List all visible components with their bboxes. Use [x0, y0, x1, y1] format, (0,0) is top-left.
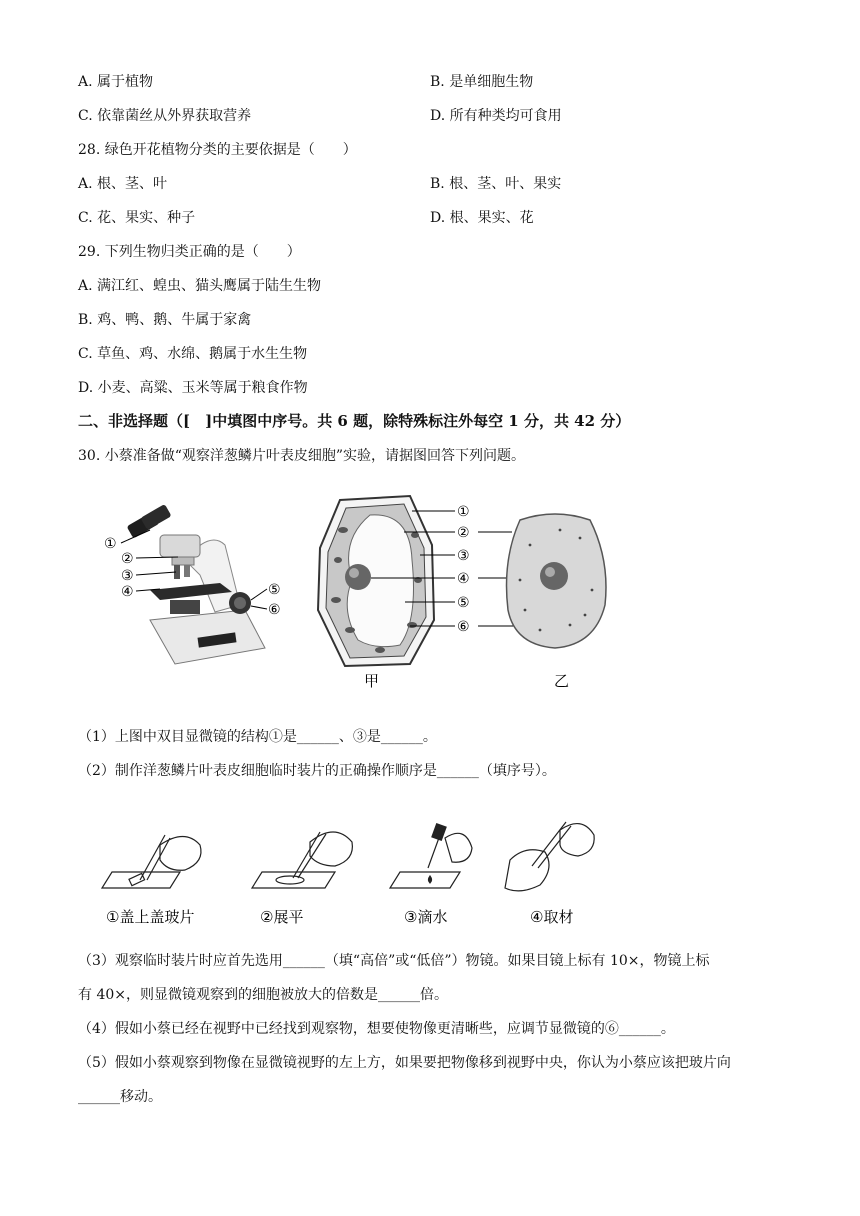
q28-option-a: A. 根、茎、叶 [78, 176, 168, 192]
step-1-label: ①盖上盖玻片 [106, 908, 195, 926]
figure-label-yi: 乙 [554, 672, 570, 690]
q29-option-c: C. 草鱼、鸡、水绵、鹅属于水生生物 [78, 346, 308, 362]
q28-stem: 28. 绿色开花植物分类的主要依据是（ ） [78, 142, 357, 158]
q29-option-a: A. 满江红、蝗虫、猫头鹰属于陆生生物 [78, 278, 322, 294]
cell-label-3: ③ [457, 548, 470, 564]
cell-label-1: ① [457, 504, 470, 520]
q28-option-b: B. 根、茎、叶、果实 [430, 176, 562, 192]
q27-option-b: B. 是单细胞生物 [430, 74, 534, 90]
q27-option-d: D. 所有种类均可食用 [430, 108, 562, 124]
step-2-label: ②展平 [260, 908, 304, 926]
figure-microscope-cells [95, 488, 615, 693]
plant-cell-jia [318, 496, 470, 690]
microscope-label-6: ⑥ [268, 602, 281, 618]
figure-label-jia: 甲 [364, 672, 380, 690]
microscope-label-1: ① [104, 536, 117, 552]
q27-option-c: C. 依靠菌丝从外界获取营养 [78, 108, 252, 124]
step-3-label: ③滴水 [404, 908, 448, 926]
cell-label-2: ② [457, 525, 470, 541]
section-heading: 二、非选择题（[ ]中填图中序号。共 6 题，除特殊标注外每空 1 分，共 42 分） [78, 412, 631, 430]
q30-part-5-line-1: （5）假如小蔡观察到物像在显微镜视野的左上方，如果要把物像移到视野中央，你认为小蔡应该把玻片向 [78, 1055, 731, 1071]
q29-option-d: D. 小麦、高粱、玉米等属于粮食作物 [78, 380, 308, 396]
microscope-label-3: ③ [121, 568, 134, 584]
q30-part-5-line-2: ______移动。 [78, 1089, 162, 1105]
microscope-label-4: ④ [121, 584, 134, 600]
figure-procedure-steps [100, 808, 620, 933]
microscope-label-5: ⑤ [268, 582, 281, 598]
q30-stem: 30. 小蔡准备做“观察洋葱鳞片叶表皮细胞”实验，请据图回答下列问题。 [78, 448, 526, 464]
q28-option-c: C. 花、果实、种子 [78, 210, 196, 226]
animal-cell-yi [478, 514, 606, 690]
q28-option-d: D. 根、果实、花 [430, 210, 534, 226]
microscope-label-2: ② [121, 551, 134, 567]
step-4-label: ④取材 [530, 908, 574, 926]
microscope-illustration [104, 504, 281, 664]
q30-part-3-line-1: （3）观察临时装片时应首先选用______（填“高倍”或“低倍”）物镜。如果目镜上标有 10×，物镜上标 [78, 953, 710, 969]
q27-option-a: A. 属于植物 [78, 74, 154, 90]
q29-option-b: B. 鸡、鸭、鹅、牛属于家禽 [78, 312, 252, 328]
cell-label-6: ⑥ [457, 619, 470, 635]
cell-label-4: ④ [457, 571, 470, 587]
q30-part-1: （1）上图中双目显微镜的结构①是______、③是______。 [78, 729, 437, 745]
q30-part-4: （4）假如小蔡已经在视野中已经找到观察物，想要使物像更清晰些，应调节显微镜的⑥______。 [78, 1021, 675, 1037]
q30-part-2: （2）制作洋葱鳞片叶表皮细胞临时装片的正确操作顺序是______（填序号）。 [78, 763, 556, 779]
cell-label-5: ⑤ [457, 595, 470, 611]
q30-part-3-line-2: 有 40×，则显微镜观察到的细胞被放大的倍数是______倍。 [78, 987, 448, 1003]
q29-stem: 29. 下列生物归类正确的是（ ） [78, 244, 301, 260]
